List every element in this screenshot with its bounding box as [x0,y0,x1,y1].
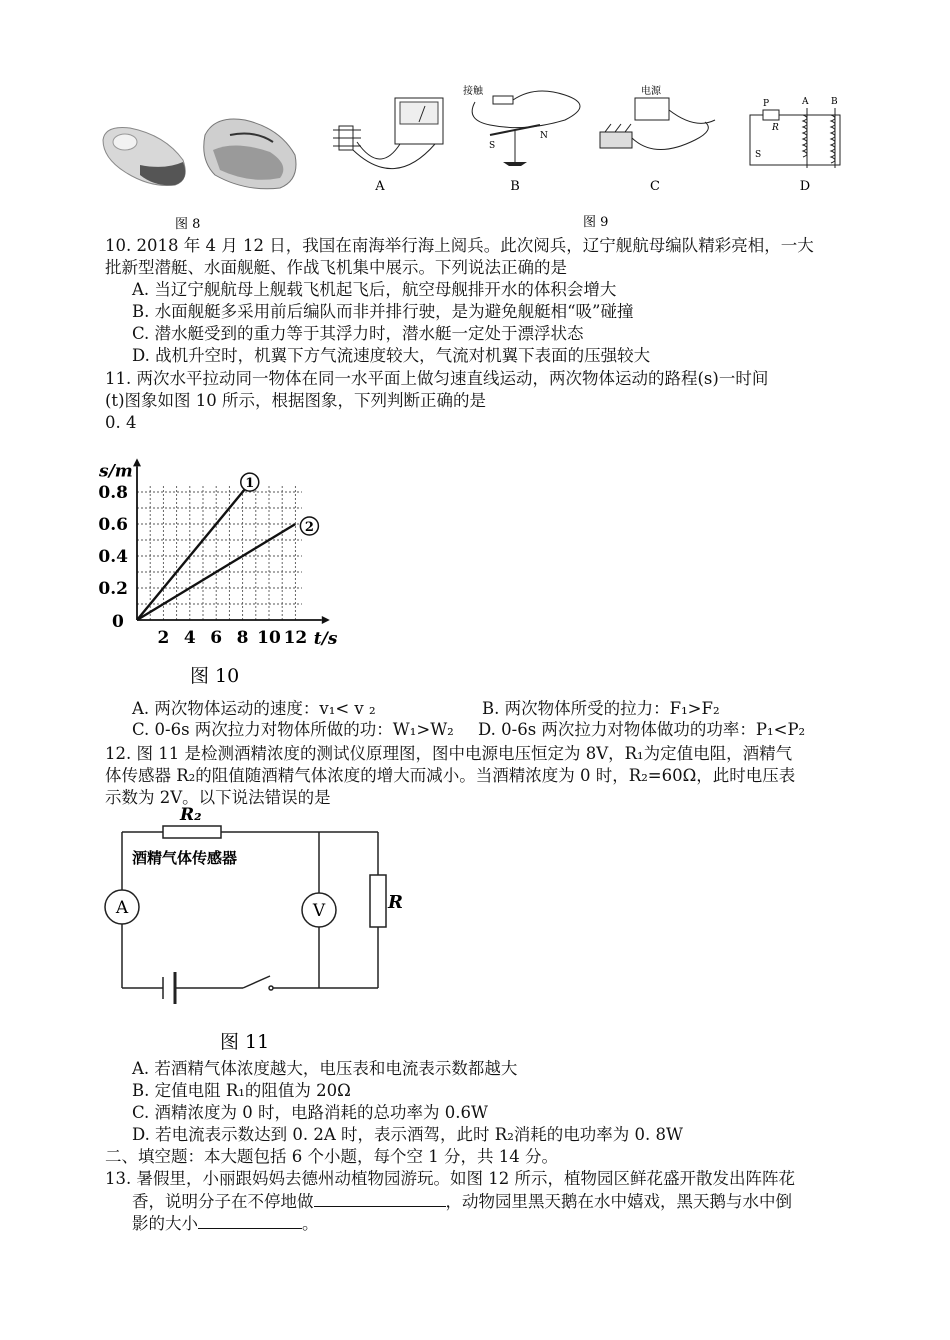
r1-label: R [388,892,403,913]
q11-option-c: C. 0-6s 两次拉力对物体所做的功：W₁>W₂ [132,720,454,739]
chart-axes [133,458,330,624]
label-b: B [510,179,520,194]
label-s: S [755,150,762,160]
q11-stray-text: 0. 4 [105,413,137,432]
series-label-1: 1 [245,476,255,492]
pole-s: S [489,141,496,151]
sensor-label: 酒精气体传感器 [132,849,238,867]
x-axis-label: t/s [313,629,338,649]
x-tick-label: 2 [157,628,170,648]
q12-stem-3: 示数为 2V。以下说法错误的是 [105,788,331,807]
q13-line-2 [132,1190,792,1213]
q11-stem-1: 11. 两次水平拉动同一物体在同一水平面上做匀速直线运动，两次物体运动的路程(s)一时间 [105,369,769,388]
q12-option-d: D. 若电流表示数达到 0. 2A 时，表示酒驾，此时 R₂消耗的电功率为 0. 8W [132,1125,683,1144]
top-figures [95,80,875,230]
q11-option-d: D. 0-6s 两次拉力对物体做功的功率：P₁<P₂ [478,720,806,739]
battery [163,972,175,1004]
insole-image-1 [103,128,185,186]
fig9-caption: 图 9 [583,215,609,230]
diagram-d [750,97,840,194]
y-axis-arrow [133,458,141,466]
y-tick-label: 0.4 [98,547,128,567]
diagram-c [600,84,715,194]
x-tick-label: 4 [183,628,196,648]
r1-resistor [370,875,386,927]
label-da: A [802,97,809,107]
chart-series [137,473,318,620]
q12-stem-1: 12. 图 11 是检测酒精浓度的测试仪原理图，图中电源电压恒定为 8V，R₁为定值电阻，酒精气 [105,744,793,763]
label-d: D [799,179,811,194]
chart-title: 图 10 [190,665,240,687]
q13-line-1: 13. 暑假里，小丽跟妈妈去德州动植物园游玩。如图 12 所示，植物园区鲜花盛开散发出阵阵花 [105,1169,795,1188]
ammeter-label: A [115,898,129,918]
q11-option-a: A. 两次物体运动的速度：v₁< v ₂ [132,699,376,718]
contact-label: 接触 [463,86,483,97]
q13-line-2-text-b: ，动物园里黑天鹅在水中嬉戏，黑天鹅与水中倒 [445,1192,792,1211]
q10-stem-2: 批新型潜艇、水面舰艇、作战飞机集中展示。下列说法正确的是 [105,258,567,277]
q10-option-c: C. 潜水艇受到的重力等于其浮力时，潜水艇一定处于漂浮状态 [132,324,584,343]
q12-option-c: C. 酒精浓度为 0 时，电路消耗的总功率为 0.6W [132,1103,488,1122]
q11-option-b: B. 两次物体所受的拉力：F₁>F₂ [482,699,720,718]
s-t-chart [95,430,375,695]
power-label: 电源 [641,86,661,97]
circuit-diagram [95,800,405,1060]
label-p: P [763,99,770,109]
r2-label: R₂ [180,805,202,825]
y-tick-label: 0.6 [98,515,128,535]
label-db: B [831,97,838,107]
label-a: A [375,179,385,194]
switch-contact [269,986,273,990]
q10-option-d: D. 战机升空时，机翼下方气流速度较大，气流对机翼下表面的压强较大 [132,346,651,365]
r2-resistor [163,826,221,838]
label-r: R [772,123,779,133]
q13-line-3-text-a: 影的大小 [132,1214,198,1233]
q10-option-b: B. 水面舰艇多采用前后编队而非并排行驶，是为避免舰艇相“吸”碰撞 [132,302,634,321]
label-c: C [650,179,660,194]
section-2-heading: 二、填空题：本大题包括 6 个小题，每个空 1 分，共 14 分。 [105,1147,558,1166]
q13-line-3-text-b: 。 [302,1214,319,1233]
q10-option-a: A. 当辽宁舰航母上舰载飞机起飞后，航空母舰排开水的体积会增大 [132,280,617,299]
q10-stem-1: 10. 2018 年 4 月 12 日，我国在南海举行海上阅兵。此次阅兵，辽宁舰航母编队精彩亮相，一大 [105,236,814,255]
y-axis-label: s/m [99,461,133,482]
fig8-caption: 图 8 [175,217,201,230]
pole-n: N [540,131,548,141]
fig11-caption: 图 11 [220,1031,270,1053]
chart-grid [137,484,302,620]
x-tick-label: 8 [236,628,249,648]
voltmeter-label: V [312,901,326,921]
y-tick-label: 0.8 [98,483,128,503]
diagram-b [463,84,580,194]
y-tick-label: 0.2 [98,579,128,599]
x-tick-label: 12 [283,628,308,648]
x-axis-arrow [322,616,330,624]
q13-blank-1[interactable] [314,1190,446,1207]
shoe-image-2 [204,119,296,189]
x-tick-label: 10 [257,628,281,648]
q11-stem-2: (t)图象如图 10 所示，根据图象，下列判断正确的是 [105,391,486,410]
diagram-a [333,98,443,194]
q12-option-b: B. 定值电阻 R₁的阻值为 20Ω [132,1081,351,1100]
q12-option-a: A. 若酒精气体浓度越大，电压表和电流表示数都越大 [132,1059,518,1078]
q13-line-3 [132,1212,319,1235]
origin-label: 0 [112,612,124,632]
x-tick-label: 6 [210,628,223,648]
q13-line-2-text-a: 香，说明分子在不停地做 [132,1192,314,1211]
q13-blank-2[interactable] [198,1212,302,1229]
series-label-2: 2 [304,520,314,535]
q12-stem-2: 体传感器 R₂的阻值随酒精气体浓度的增大而减小。当酒精浓度为 0 时，R₂=60Ω，此时电压表 [105,766,796,785]
